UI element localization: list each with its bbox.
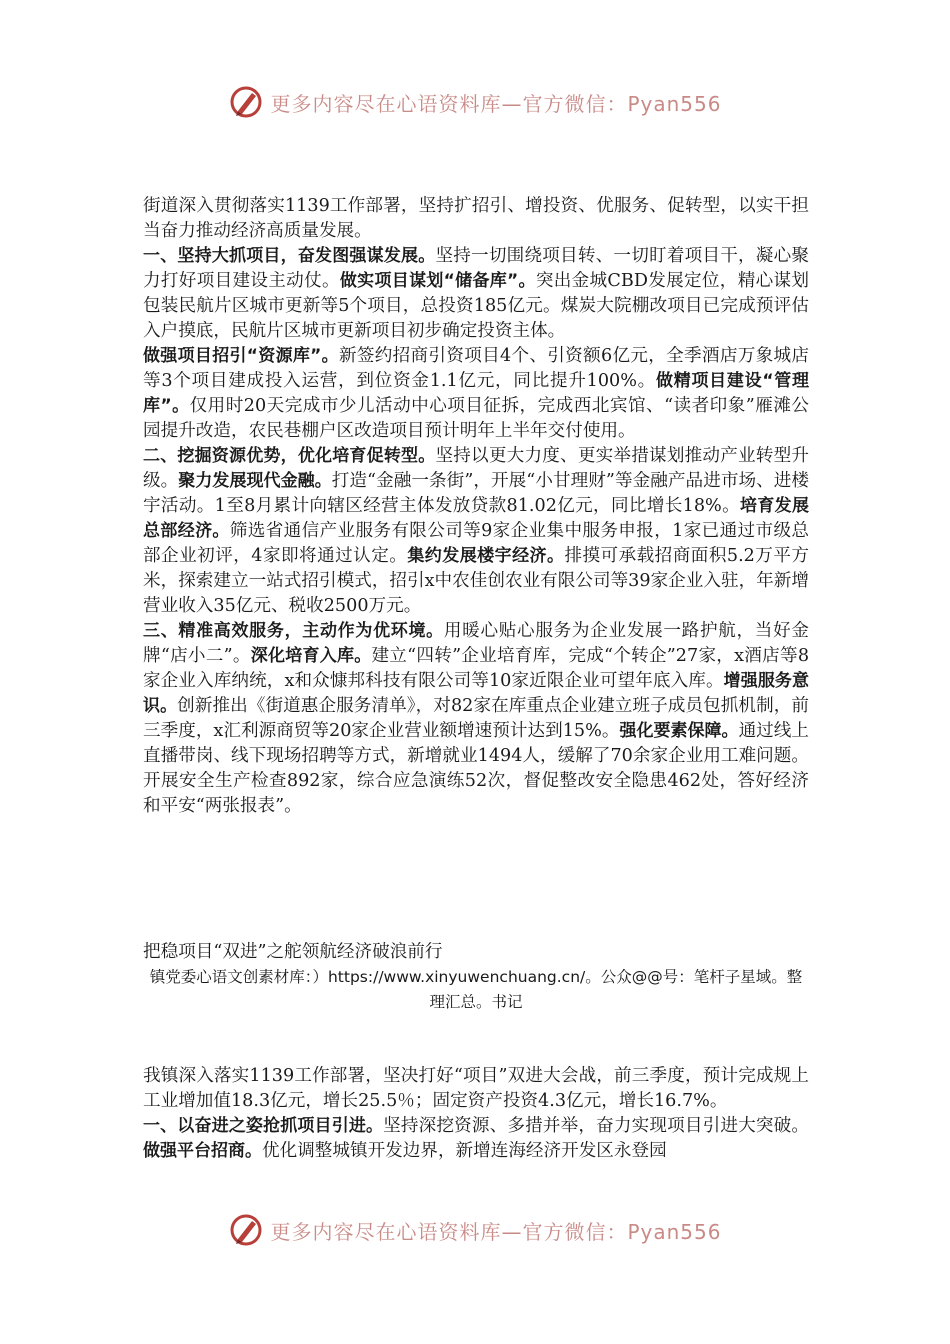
section1-paragraph-2: 做强项目招引“资源库”。新签约招商引资项目4个、引资额6亿元，全季酒店万象城店等3个项目建成投入运营，到位资金1.1亿元，同比提升100%。做精项目建设“管理库”。仅用时20天完成市少儿活动中心项目征拆，完成西北宾馆、“读者印象”雁滩公园提升改造，农民巷棚户区改造项目预计明年上半年交付使用。 [143,346,809,441]
header-watermark-banner [0,82,950,122]
section1-paragraph-1: 一、坚持大抓项目，奋发图强谋发展。坚持一切围绕项目转、一切盯着项目干，凝心聚力打好项目建设主动仗。做实项目谋划“储备库”。突出金城CBD发展定位，精心谋划包装民航片区城市更新等5个项目，总投资185亿元。煤炭大院棚改项目已完成预评估入户摸底，民航片区城市更新项目初步确定投资主体。 [143,246,809,341]
watermark-text: 更多内容尽在心语资料库—官方微信：Pyan556 [270,91,722,116]
section2-intro: 我镇深入落实1139工作部署，坚决打好“项目”双进大会战，前三季度，预计完成规上工业增加值18.3亿元，增长25.5％；固定资产投资4.3亿元，增长16.7%。 [143,1066,809,1111]
heading-3: 三、精准高效服务，主动作为优环境。 [143,621,444,641]
pen-logo-icon [228,84,264,120]
section2-source: 镇党委心语文创素材库：）https://www.xinyuwenchuang.cn/。公众@@号：笔杆子星域。整理汇总。书记 [149,968,803,1011]
document-section-street [143,194,809,819]
section2-paragraph-1: 一、以奋进之姿抢抓项目引进。坚持深挖资源、多措并举，奋力实现项目引进大突破。做强平台招商。优化调整城镇开发边界，新增连海经济开发区永登园 [143,1116,809,1161]
heading-2: 二、挖掘资源优势，优化培育促转型。 [143,446,436,466]
footer-watermark-banner [0,1210,950,1250]
section1-intro: 街道深入贯彻落实1139工作部署，坚持扩招引、增投资、优服务、促转型，以实干担当奋力推动经济高质量发展。 [143,196,809,241]
document-section-town-header [143,940,809,1015]
pen-logo-icon [228,1212,264,1248]
document-section-town-body [143,1064,809,1164]
watermark-text: 更多内容尽在心语资料库—官方微信：Pyan556 [270,1219,722,1244]
section2-title: 把稳项目“双进”之舵领航经济破浪前行 [143,942,443,962]
section1-paragraph-4: 三、精准高效服务，主动作为优环境。用暖心贴心服务为企业发展一路护航，当好金牌“店小二”。深化培育入库。建立“四转”企业培育库，完成“个转企”27家，x酒店等8家企业入库纳统，x和众慷邦科技有限公司等10家近限企业可望年底入库。增强服务意识。创新推出《街道惠企服务清单》，对82家在库重点企业建立班子成员包抓机制，前三季度，x汇利源商贸等20家企业营业额增速预计达到15%。强化要素保障。通过线上直播带岗、线下现场招聘等方式，新增就业1494人，缓解了70余家企业用工难问题。开展安全生产检查892家，综合应急演练52次，督促整改安全隐患462处，答好经济和平安“两张报表”。 [143,621,810,816]
heading-4: 一、以奋进之姿抢抓项目引进。 [143,1116,384,1136]
heading-1: 一、坚持大抓项目，奋发图强谋发展。 [143,246,436,266]
section1-paragraph-3: 二、挖掘资源优势，优化培育促转型。坚持以更大力度、更实举措谋划推动产业转型升级。聚力发展现代金融。打造“金融一条街”，开展“小甘理财”等金融产品进市场、进楼宇活动。1至8月累计向辖区经营主体发放贷款81.02亿元，同比增长18%。培育发展总部经济。筛选省通信产业服务有限公司等9家企业集中服务申报，1家已通过市级总部企业初评，4家即将通过认定。集约发展楼宇经济。排摸可承载招商面积5.2万平方米，探索建立一站式招引模式，招引x中农佳创农业有限公司等39家企业入驻，年新增营业收入35亿元、税收2500万元。 [143,446,810,616]
